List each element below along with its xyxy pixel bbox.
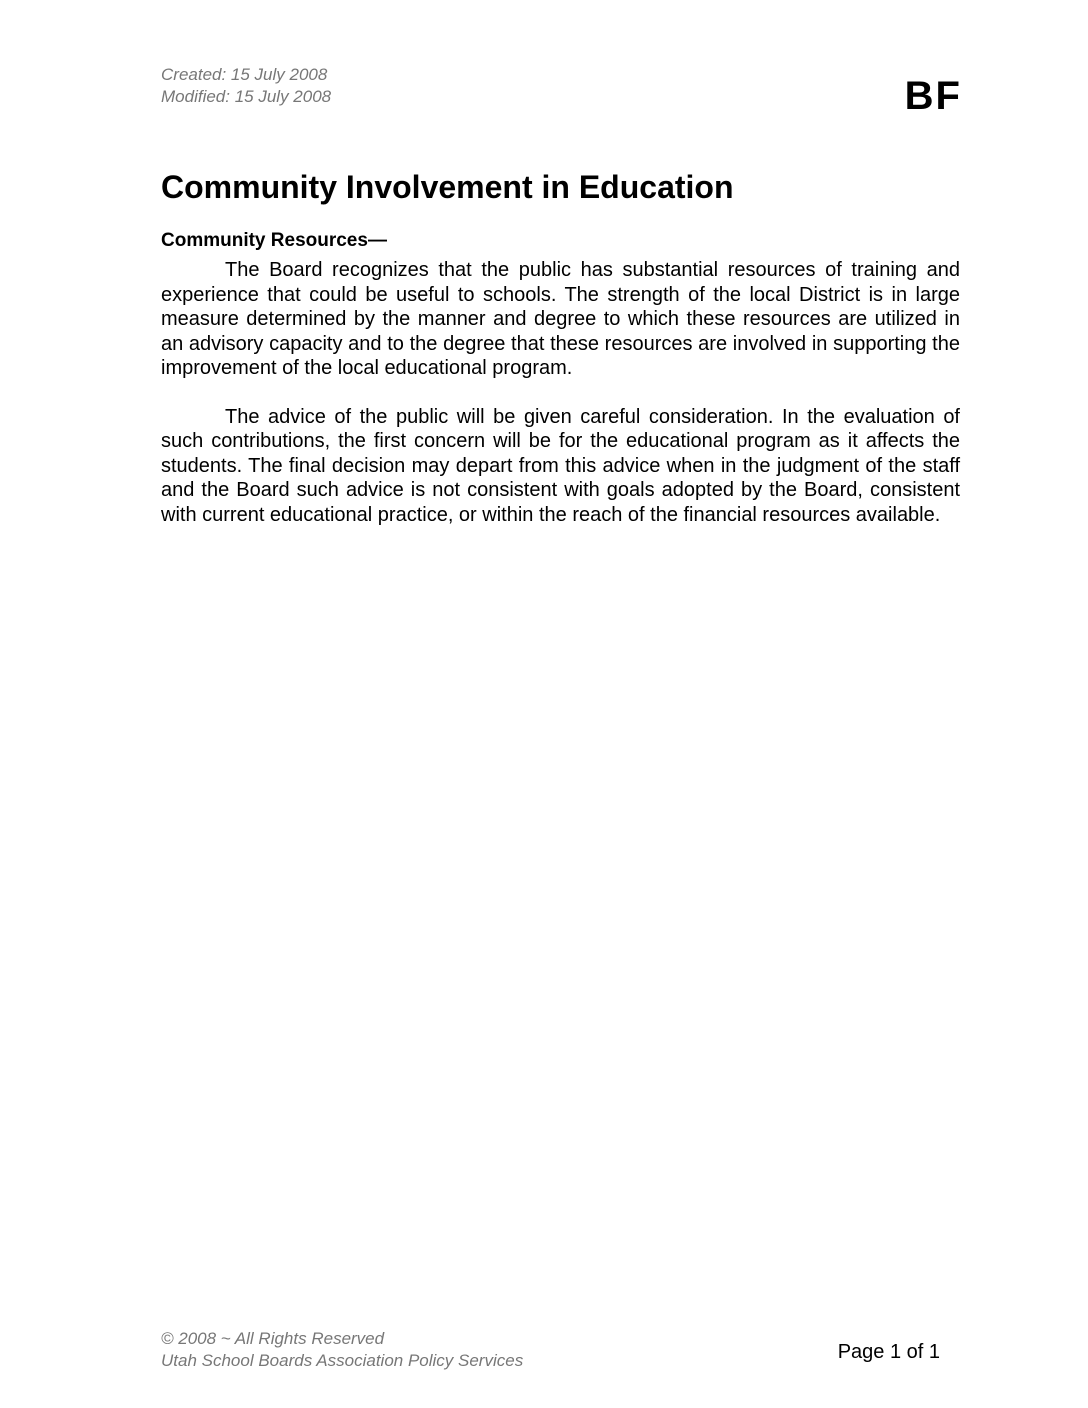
copyright-notice: © 2008 ~ All Rights Reserved: [161, 1329, 385, 1348]
document-metadata: [161, 64, 331, 108]
page-title: Community Involvement in Education: [161, 169, 734, 205]
created-date: Created: 15 July 2008: [161, 65, 328, 84]
body-paragraph: The Board recognizes that the public has substantial resources of training and experience that could be useful to schools. The strength of the local District is in large measure determined by the manner and degree to which these resources are utilized in an advisory capacity and to the degree that these resources are involved in supporting the improvement of the local educational program.: [161, 259, 960, 379]
document-body: [161, 258, 960, 551]
page-number: Page 1 of 1: [837, 1341, 940, 1363]
organization-name: Utah School Boards Association Policy Services: [161, 1351, 524, 1370]
policy-code: BF: [904, 74, 962, 118]
footer-credits: [161, 1328, 523, 1372]
modified-date: Modified: 15 July 2008: [161, 87, 332, 106]
body-paragraph: The advice of the public will be given careful consideration. In the evaluation of such contributions, the first concern will be for the educational program as it affects the students. The final decision may depart from this advice when in the judgment of the staff and the Board such advice is not consistent with goals adopted by the Board, consistent with current educational practice, or within the reach of the financial resources available.: [161, 405, 960, 526]
section-heading: Community Resources—: [161, 230, 387, 251]
